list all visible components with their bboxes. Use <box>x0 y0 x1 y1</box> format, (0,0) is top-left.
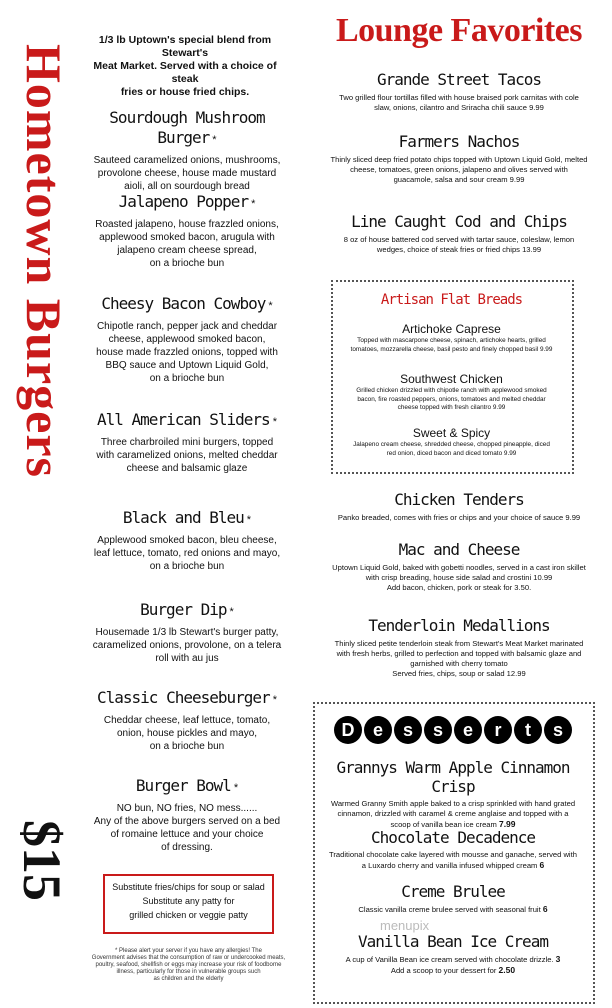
burger-desc-line: of dressing. <box>161 842 213 853</box>
flatbreads-title: Artisan Flat Breads <box>380 292 523 308</box>
main-item <box>318 490 600 523</box>
price-vertical: $15 <box>12 820 72 901</box>
dessert-item <box>313 758 593 830</box>
dessert-desc-line <box>313 965 593 976</box>
burger-desc-line: leaf lettuce, tomato, red onions and mayo, <box>93 548 281 559</box>
dessert-price: 6 <box>539 860 545 870</box>
favorite-name: Farmers Nachos <box>398 132 520 151</box>
favorite-desc-line: wedges, choice of steak fries or fried chips 13.99 <box>376 245 542 254</box>
dessert-name: Creme Brulee <box>401 882 505 901</box>
watermark: menupix <box>380 918 430 933</box>
burger-item <box>92 294 282 385</box>
burger-desc-line: Cheddar cheese, leaf lettuce, tomato, <box>103 715 271 726</box>
main-desc-line: Served fries, chips, soup or salad 12.99 <box>392 669 526 678</box>
main-desc-line: Uptown Liquid Gold, baked with gobetti noodles, served in a cast iron skillet <box>332 563 586 572</box>
dessert-name: Grannys Warm Apple Cinnamon Crisp <box>336 758 570 796</box>
favorite-name: Line Caught Cod and Chips <box>351 212 567 231</box>
burger-desc-line: roll with au jus <box>155 653 219 664</box>
dessert-desc-text: scoop of vanilla bean ice cream <box>390 820 497 829</box>
dessert-desc-text: Classic vanilla creme brulee served with seasonal fruit <box>358 905 541 914</box>
desserts-letter: s <box>394 716 422 744</box>
dessert-desc-text: Add a scoop to your dessert for <box>390 966 497 975</box>
main-name: Chicken Tenders <box>394 490 524 509</box>
flatbread-desc-line: Topped with mascarpone cheese, spinach, artichoke hearts, grilled <box>357 337 546 344</box>
dessert-desc-text: cinnamon, drizzled with caramel & creme anglaise and topped with a <box>337 809 569 818</box>
burger-desc-line: aioli, all on sourdough bread <box>124 181 250 192</box>
dessert-price: 3 <box>555 954 561 964</box>
burger-item <box>92 776 282 854</box>
favorite-name: Grande Street Tacos <box>376 70 542 89</box>
desserts-letter: e <box>364 716 392 744</box>
flatbread-desc-line: Grilled chicken drizzled with chipotle ranch with applewood smoked <box>356 387 547 394</box>
desserts-heading <box>313 716 593 744</box>
dessert-item <box>313 828 593 871</box>
favorite-desc-line: Two grilled flour tortillas filled with house braised pork carnitas with cole <box>339 93 579 102</box>
favorite-desc-line: 8 oz of house battered cod served with tartar sauce, coleslaw, lemon <box>343 235 575 244</box>
burger-desc-line: Housemade 1/3 lb Stewart's burger patty, <box>95 627 279 638</box>
flatbread-item <box>331 372 572 413</box>
burger-desc-line: on a brioche bun <box>149 258 225 269</box>
main-desc-line: Add bacon, chicken, pork or steak for 3.50. <box>386 583 532 592</box>
favorite-item <box>318 212 600 255</box>
burger-name: Black and Bleu <box>122 508 244 527</box>
main-desc-line: with fresh herbs, grilled to perfection and topped with balsamic glaze and <box>336 649 582 658</box>
flatbread-desc-line: cheese topped with fresh cilantro 9.99 <box>397 404 506 411</box>
burger-desc-line: Applewood smoked bacon, bleu cheese, <box>97 535 277 546</box>
favorite-item <box>318 132 600 185</box>
flatbread-desc-line: bacon, fire roasted peppers, onions, tomatoes and melted cheddar <box>357 395 546 403</box>
burger-name: All American Sliders <box>97 410 270 429</box>
main-desc-line: Panko breaded, comes with fries or chips and your choice of sauce 9.99 <box>337 513 581 522</box>
burger-desc-line: BBQ sauce and Uptown Liquid Gold, <box>105 360 269 371</box>
desserts-letter: s <box>544 716 572 744</box>
burger-desc-line: Chipotle ranch, pepper jack and cheddar <box>96 321 278 332</box>
favorite-desc-line: slaw, onions, cilantro and Sriracha chili sauce 9.99 <box>374 103 544 112</box>
dessert-item <box>313 882 593 915</box>
burger-item <box>92 108 282 193</box>
burger-desc-line: with caramelized onions, melted cheddar <box>96 450 278 461</box>
lounge-title: Lounge Favorites <box>335 12 583 49</box>
burger-desc-line: caramelized onions, provolone, on a telera <box>92 640 282 651</box>
burger-desc-line: Three charbroiled mini burgers, topped <box>100 437 274 448</box>
main-item <box>318 540 600 593</box>
asterisk: * <box>226 606 234 618</box>
desserts-letter: s <box>424 716 452 744</box>
burger-desc-line: house made frazzled onions, topped with <box>96 347 278 358</box>
dessert-desc-line <box>313 809 593 819</box>
flatbread-desc-line: red onion, diced bacon and diced tomato 9.99 <box>386 449 517 457</box>
burger-desc-line: cheese and balsamic glaze <box>126 463 248 474</box>
dessert-name: Vanilla Bean Ice Cream <box>358 932 548 951</box>
asterisk: * <box>230 782 239 794</box>
dessert-item <box>313 932 593 976</box>
favorite-item <box>318 70 600 113</box>
burger-desc-line: of romaine lettuce and your choice <box>110 829 264 840</box>
burger-desc-line: on a brioche bun <box>149 373 225 384</box>
dessert-desc-line <box>313 904 593 915</box>
dessert-name: Chocolate Decadence <box>370 828 536 847</box>
flatbread-item <box>331 322 572 354</box>
burger-intro: 1/3 lb Uptown's special blend from Stewart's Meat Market. Served with a choice of steak fries or house fried chips. <box>93 34 277 98</box>
flatbread-desc-line: Jalapeno cream cheese, shredded cheese, chopped pineapple, diced <box>353 441 550 448</box>
burger-name: Classic Cheeseburger <box>97 688 270 707</box>
asterisk: * <box>265 300 273 312</box>
allergy-disclaimer: * Please alert your server if you have any allergies! The Government advises that the consumption of raw or undercooked meats, poultry, seafood, shellfish or eggs may increase your risk of foodborne illness, particularly for those in vulnerable groups such as children and the elderly <box>91 948 286 982</box>
main-desc-line: garnished with cherry tomato <box>410 659 508 668</box>
flatbread-desc-line: tomatoes, mozzarella cheese, basil pesto and finely chopped basil 9.99 <box>350 345 553 353</box>
burger-desc-line: Roasted jalapeno, house frazzled onions, <box>95 219 279 230</box>
dessert-desc-text: Warmed Granny Smith apple baked to a crisp sprinkled with hand grated <box>330 799 576 808</box>
desserts-letter: D <box>334 716 362 744</box>
asterisk: * <box>243 514 252 526</box>
burger-name: Cheesy Bacon Cowboy <box>101 294 266 313</box>
main-desc-line: with crisp breading, house side salad and crostini 10.99 <box>365 573 553 582</box>
burger-item <box>92 192 282 270</box>
burger-desc-line: applewood smoked bacon, arugula with <box>99 232 275 243</box>
dessert-desc-text: A cup of Vanilla Bean ice cream served with chocolate drizzle. <box>345 955 554 964</box>
dessert-desc-line <box>313 860 593 871</box>
desserts-letter: t <box>514 716 542 744</box>
asterisk: * <box>269 694 277 706</box>
flatbread-name: Artichoke Caprese <box>402 322 501 336</box>
flatbread-item <box>331 426 572 458</box>
asterisk: * <box>248 198 256 210</box>
burger-item <box>92 508 282 573</box>
burger-desc-line: on a brioche bun <box>149 741 225 752</box>
burger-name: Burger Dip <box>140 600 227 619</box>
dessert-price: 6 <box>542 904 548 914</box>
dessert-price: 7.99 <box>498 819 516 829</box>
burger-item <box>92 600 282 665</box>
burger-item <box>92 410 282 475</box>
asterisk: * <box>269 416 277 428</box>
burger-desc-line: on a brioche bun <box>149 561 225 572</box>
main-desc-line: Thinly sliced petite tenderloin steak from Stewart's Meat Market marinated <box>334 639 584 648</box>
favorite-desc-line: cheese, tomatoes, green onions, jalapeno and olives served with <box>350 165 568 174</box>
vertical-title: Hometown Burgers <box>16 44 72 478</box>
dessert-price: 2.50 <box>498 965 516 975</box>
burger-desc-line: cheese, applewood smoked bacon, <box>108 334 266 345</box>
burger-name: Sourdough Mushroom Burger <box>109 108 265 147</box>
substitute-box: Substitute fries/chips for soup or salad Substitute any patty for grilled chicken or veggie patty <box>103 874 274 934</box>
desserts-letter: e <box>454 716 482 744</box>
dessert-desc-line <box>313 799 593 809</box>
burger-item <box>92 688 282 753</box>
main-name: Tenderloin Medallions <box>368 616 550 635</box>
burger-desc-line: provolone cheese, house made mustard <box>97 168 277 179</box>
flatbread-name: Sweet & Spicy <box>412 426 491 440</box>
favorite-desc-line: guacamole, salsa and sour cream 9.99 <box>393 175 525 184</box>
main-name: Mac and Cheese <box>398 540 520 559</box>
burger-desc-line: NO bun, NO fries, NO mess...... <box>116 803 258 814</box>
flatbread-name: Southwest Chicken <box>400 372 503 386</box>
burger-desc-line: Sauteed caramelized onions, mushrooms, <box>93 155 281 166</box>
main-item <box>318 616 600 679</box>
desserts-letter: r <box>484 716 512 744</box>
burger-desc-line: Any of the above burgers served on a bed <box>93 816 281 827</box>
asterisk: * <box>209 134 217 146</box>
dessert-desc-text: Traditional chocolate cake layered with mousse and ganache, served with <box>329 850 577 859</box>
burger-desc-line: jalapeno cream cheese spread, <box>117 245 257 256</box>
burger-name: Burger Bowl <box>135 776 231 795</box>
dessert-desc-line <box>313 850 593 860</box>
favorite-desc-line: Thinly sliced deep fried potato chips topped with Uptown Liquid Gold, melted <box>330 155 588 164</box>
burger-desc-line: onion, house pickles and mayo, <box>116 728 258 739</box>
dessert-desc-line <box>313 954 593 965</box>
dessert-desc-text: a Luxardo cherry and vanilla infused whipped cream <box>361 861 538 870</box>
burger-name: Jalapeno Popper <box>118 192 249 211</box>
